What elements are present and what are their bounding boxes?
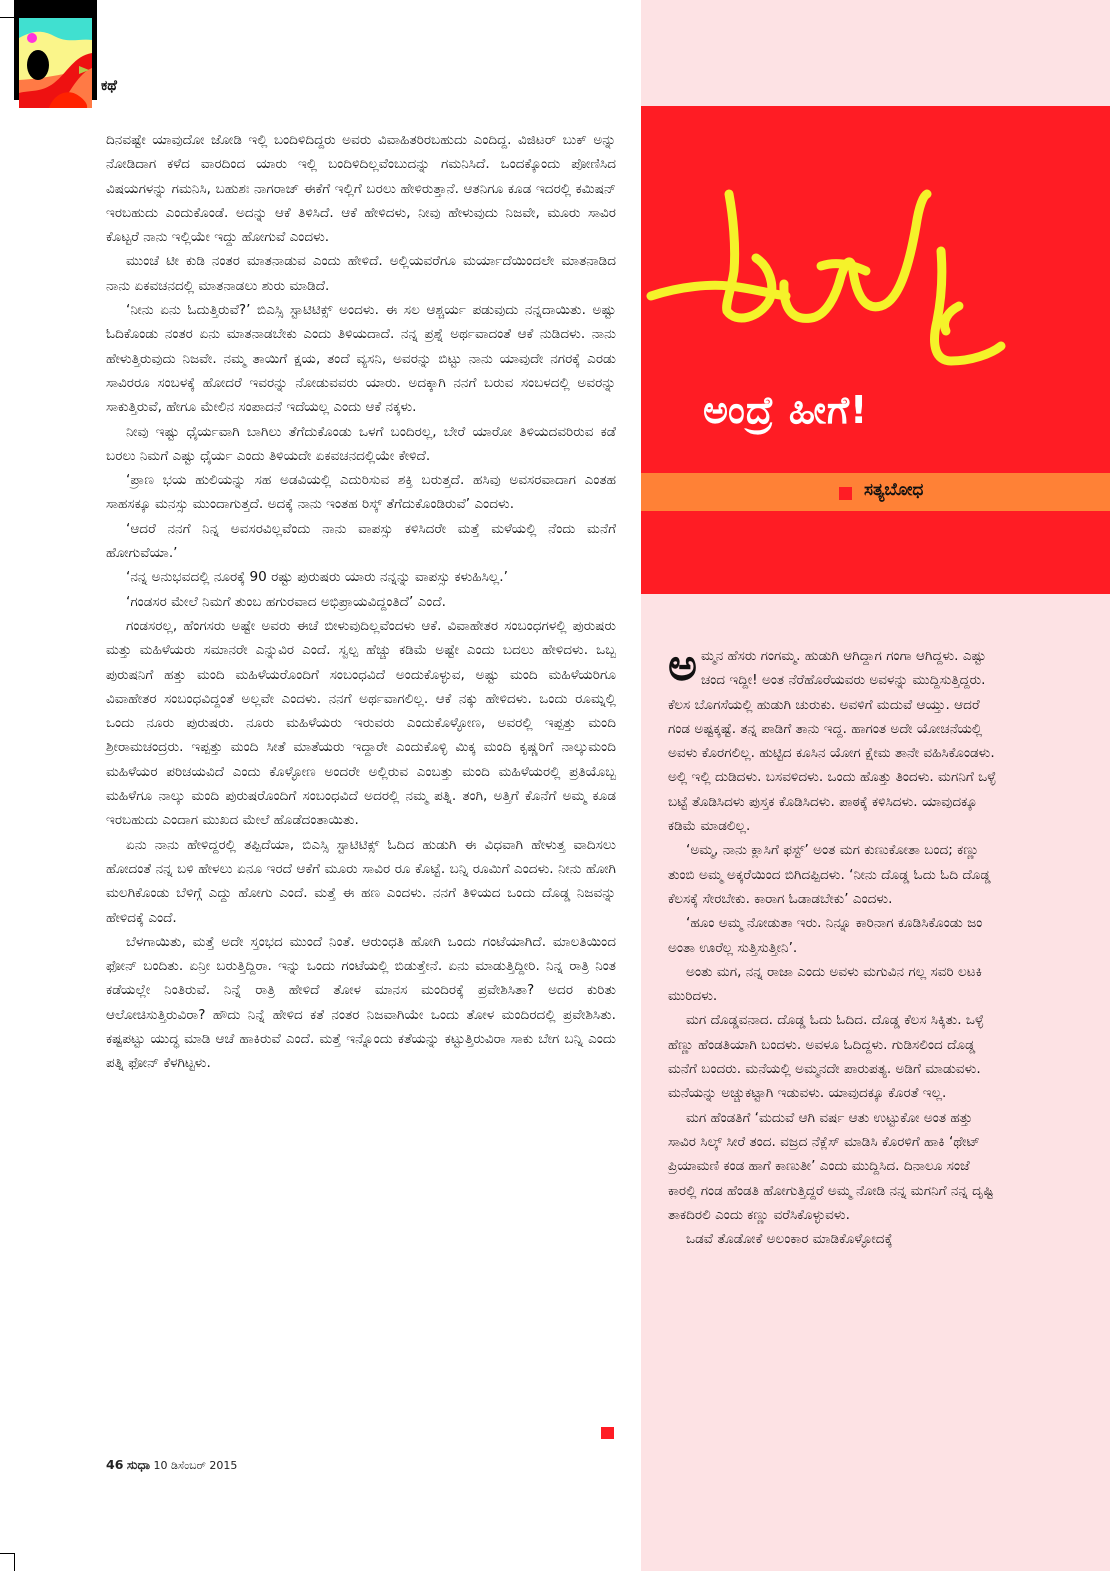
- crop-mark-bottom-vertical: [14, 1553, 15, 1571]
- crop-mark-bottom: [0, 1553, 14, 1554]
- page-number: 46: [106, 1457, 124, 1472]
- article-left-column: [106, 128, 616, 1076]
- page-footer: [106, 1457, 237, 1473]
- article-right-column: [668, 640, 998, 1251]
- byline-bar: [641, 473, 1110, 511]
- paragraph: ‘ಹೂಂ ಅಮ್ಮ ನೋಡುತಾ ಇರು. ನಿನ್ನೂ ಕಾರಿನಾಗ ಕೂಡಿಸಿಕೊಂಡು ಜಂ ಅಂತಾ ಊರೆಲ್ಲ ಸುತ್ತಿಸುತ್ತೀನಿ’.: [668, 915, 983, 956]
- section-logo-art: [19, 18, 92, 108]
- paragraph: ಬೆಳಗಾಯಿತು, ಮತ್ತೆ ಅದೇ ಸ್ತಂಭದ ಮುಂದೆ ನಿಂತೆ. ಆರುಂಧತಿ ಹೋಗಿ ಒಂದು ಗಂಟೆಯಾಗಿದೆ. ಮಾಲತಿಯಿಂದ ಫೋನ್ ಬಂದಿತು. ಏನ್ರೀ ಬರುತ್ತಿದ್ದಿರಾ. ಇನ್ನು ಒಂದು ಗಂಟೆಯಲ್ಲಿ ಬಿಡುತ್ತೇನೆ. ಏನು ಮಾಡುತ್ತಿದ್ದೀರಿ. ನಿನ್ನ ರಾತ್ರಿ ನಿಂತ ಕಡೆಯಲ್ಲೇ ನಿಂತಿರುವೆ. ನಿನ್ನೆ ರಾತ್ರಿ ಹೇಳಿದೆ ತೋಳ ಮಾನಸ ಮಂದಿರಕ್ಕೆ ಪ್ರವೇಶಿಸಿತಾ? ಅದರ ಕುರಿತು ಆಲೋಚಿಸುತ್ತಿರುವಿರಾ? ಹೌದು ನಿನ್ನೆ ಹೇಳಿದ ಕತೆ ನಂತರ ನಿಜವಾಗಿಯೇ ಒಂದು ತೋಳ ಮಂದಿರದಲ್ಲಿ ಪ್ರವೇಶಿಸಿತು. ಕಷ್ಟಪಟ್ಟು ಯುದ್ಧ ಮಾಡಿ ಆಚೆ ಹಾಕಿರುವೆ ಎಂದೆ. ಮತ್ತೆ ಇನ್ನೊಂದು ಕತೆಯನ್ನು ಕಟ್ಟುತ್ತಿರುವಿರಾ ಸಾಕು ಬೇಗ ಬನ್ನಿ ಎಂದು ಪತ್ನಿ ಫೋನ್ ಕೆಳಗಿಟ್ಟಳು.: [106, 933, 616, 1072]
- magazine-name: ಸುಧಾ: [126, 1457, 151, 1472]
- byline-bullet-icon: [839, 487, 852, 500]
- author-name: ಸತ್ಯಬೋಧ: [864, 480, 924, 500]
- paragraph-text: ಮ್ಮನ ಹೆಸರು ಗಂಗಮ್ಮ. ಹುಡುಗಿ ಆಗಿದ್ದಾಗ ಗಂಗಾ ಆಗಿದ್ದಳು. ಎಷ್ಟು ಚಂದ ಇದ್ದೀ! ಅಂತ ನೆರೆಹೊರೆಯವರು ಅವಳನ್ನು ಮುದ್ದಿಸುತ್ತಿದ್ದರು. ಕೆಲಸ ಬೊಗಸೆಯಲ್ಲಿ ಹುಡುಗಿ ಚುರುಕು. ಅವಳಿಗೆ ಮದುವೆ ಆಯ್ತು. ಆದರೆ ಗಂಡ ಅಷ್ಟಕ್ಕಷ್ಟೆ. ತನ್ನ ಪಾಡಿಗೆ ತಾನು ಇದ್ದ. ಹಾಗಂತ ಅದೇ ಯೋಚನೆಯಲ್ಲಿ ಅವಳು ಕೊರಗಲಿಲ್ಲ. ಹುಟ್ಟಿದ ಕೂಸಿನ ಯೋಗ ಕ್ಷೇಮ ತಾನೇ ವಹಿಸಿಕೊಂಡಳು. ಅಲ್ಲಿ ಇಲ್ಲಿ ದುಡಿದಳು. ಬಸವಳಿದಳು. ಒಂದು ಹೊತ್ತು ತಿಂದಳು. ಮಗನಿಗೆ ಒಳ್ಳೆ ಬಟ್ಟೆ ತೊಡಿಸಿದಳು ಪುಸ್ತಕ ಕೊಡಿಸಿದಳು. ಪಾಠಕ್ಕೆ ಕಳಿಸಿದಳು. ಯಾವುದಕ್ಕೂ ಕಡಿಮೆ ಮಾಡಲಿಲ್ಲ.: [668, 648, 997, 835]
- paragraph: ಮಗ ದೊಡ್ಡವನಾದ. ದೊಡ್ಡ ಓದು ಓದಿದ. ದೊಡ್ಡ ಕೆಲಸ ಸಿಕ್ಕಿತು. ಒಳ್ಳೆ ಹೆಣ್ಣು ಹೆಂಡತಿಯಾಗಿ ಬಂದಳು. ಅವಳೂ ಓದಿದ್ದಳು. ಗುಡಿಸಲಿಂದ ದೊಡ್ಡ ಮನೆಗೆ ಬಂದರು. ಮನೆಯಲ್ಲಿ ಅಮ್ಮನದೇ ಪಾರುಪತ್ಯ. ಅಡಿಗೆ ಮಾಡುವಳು. ಮನೆಯನ್ನು ಅಚ್ಚುಕಟ್ಟಾಗಿ ಇಡುವಳು. ಯಾವುದಕ್ಕೂ ಕೊರತೆ ಇಲ್ಲ.: [668, 1012, 984, 1102]
- paragraph: ‘ನನ್ನ ಅನುಭವದಲ್ಲಿ ನೂರಕ್ಕೆ 90 ರಷ್ಟು ಪುರುಷರು ಯಾರು ನನ್ನನ್ನು ವಾಪಸ್ಸು ಕಳುಹಿಸಿಲ್ಲ.’: [126, 569, 508, 586]
- paragraph: ‘ಪ್ರಾಣ ಭಯ ಹುಲಿಯನ್ನು ಸಹ ಅಡವಿಯಲ್ಲಿ ಎದುರಿಸುವ ಶಕ್ತಿ ಬರುತ್ತದೆ. ಹಸಿವು ಅವಸರವಾದಾಗ ಎಂತಹ ಸಾಹಸಕ್ಕೂ ಮನಸ್ಸು ಮುಂದಾಗುತ್ತದೆ. ಅದಕ್ಕೆ ನಾನು ಇಂತಹ ರಿಸ್ಕ್ ತೆಗೆದುಕೊಂಡಿರುವೆ’ ಎಂದಳು.: [106, 472, 616, 513]
- section-label: ಕಥೆ: [101, 78, 117, 94]
- paragraph: ಏನು ನಾನು ಹೇಳಿದ್ದರಲ್ಲಿ ತಪ್ಪಿದೆಯಾ, ಬಿಎಸ್ಸಿ ಸ್ಟಾಟಿಟಿಕ್ಸ್ ಓದಿದ ಹುಡುಗಿ ಈ ವಿಧವಾಗಿ ಹೇಳುತ್ತ ವಾದಿಸಲು ಹೋದಂತೆ ನನ್ನ ಬಳಿ ಹೇಳಲು ಏನೂ ಇರದೆ ಆಕೆಗೆ ಮೂರು ಸಾವಿರ ರೂ ಕೊಟ್ಟೆ. ಬನ್ನಿ ರೂಮಿಗೆ ಎಂದಳು. ನೀನು ಹೋಗಿ ಮಲಗಿಕೊಂಡು ಬೆಳಿಗ್ಗೆ ಎದ್ದು ಹೋಗು ಎಂದೆ. ಮತ್ತೆ ಈ ಹಣ ಎಂದಳು. ನನಗೆ ತಿಳಿಯದ ಒಂದು ದೊಡ್ಡ ನಿಜವನ್ನು ಹೇಳಿದಕ್ಕೆ ಎಂದೆ.: [106, 836, 616, 926]
- story-end-mark: [601, 1427, 614, 1439]
- paragraph: ‘ಆದರೆ ನನಗೆ ನಿನ್ನ ಅವಸರವಿಲ್ಲವೆಂದು ನಾನು ವಾಪಸ್ಸು ಕಳಿಸಿದರೇ ಮತ್ತೆ ಮಳೆಯಲ್ಲಿ ನೆಂದು ಮನೆಗೆ ಹೋಗುವೆಯಾ.’: [106, 520, 616, 562]
- title-calligraphy: [641, 106, 1110, 396]
- paragraph: ‘ನೀನು ಏನು ಓದುತ್ತಿರುವೆ?’ ಬಿಎಸ್ಸಿ ಸ್ಟಾಟಿಟಿಕ್ಸ್ ಅಂದಳು. ಈ ಸಲ ಆಶ್ಚರ್ಯ ಪಡುವುದು ನನ್ನದಾಯಿತು. ಅಷ್ಟು ಓದಿಕೊಂಡು ನಂತರ ಏನು ಮಾತನಾಡಬೇಕು ಎಂದು ತಿಳಿಯದಾದೆ. ನನ್ನ ಪ್ರಶ್ನೆ ಅರ್ಥವಾದಂತೆ ಆಕೆ ನುಡಿದಳು. ನಾನು ಹೇಳುತ್ತಿರುವುದು ನಿಜವೇ. ನಮ್ಮ ತಾಯಿಗೆ ಕ್ಷಯ, ತಂದೆ ವ್ಯಸನಿ, ಅವರನ್ನು ಬಿಟ್ಟು ನಾನು ಯಾವುದೇ ನಗರಕ್ಕೆ ಎರಡು ಸಾವಿರರೂ ಸಂಬಳಕ್ಕೆ ಹೋದರೆ ಇವರನ್ನು ನೋಡುವವರು ಯಾರು. ಅದಕ್ಕಾಗಿ ನನಗೆ ಬರುವ ಸಂಬಳದಲ್ಲಿ ಅವರನ್ನು ಸಾಕುತ್ತಿರುವೆ, ಹೇಗೂ ಮೇಲಿನ ಸಂಪಾದನೆ ಇದೆಯಲ್ಲ ಎಂದು ಆಕೆ ನಕ್ಕಳು.: [106, 302, 616, 416]
- paragraph: ಒಡವೆ ತೊಡೋಕೆ ಅಲಂಕಾರ ಮಾಡಿಕೊಳ್ಳೋದಕ್ಕೆ: [686, 1231, 893, 1248]
- paragraph: ‘ಗಂಡಸರ ಮೇಲೆ ನಿಮಗೆ ತುಂಬ ಹಗುರವಾದ ಅಭಿಪ್ರಾಯವಿದ್ದಂತಿದೆ’ ಎಂದೆ.: [126, 593, 446, 610]
- drop-cap: ಅ: [668, 640, 697, 691]
- paragraph: ದಿನವಷ್ಟೇ ಯಾವುದೋ ಜೋಡಿ ಇಲ್ಲಿ ಬಂದಿಳಿದಿದ್ದರು ಅವರು ವಿವಾಹಿತರಿರಬಹುದು ಎಂದಿದ್ದ. ವಿಜಿಟರ್ ಬುಕ್ ಅನ್ನು ನೋಡಿದಾಗ ಕಳೆದ ವಾರದಿಂದ ಯಾರು ಇಲ್ಲಿ ಬಂದಿಳಿದಿಲ್ಲವೆಂಬುದನ್ನು ಗಮನಿಸಿದೆ. ಒಂದಕ್ಕೊಂದು ಪೋಣಿಸಿದ ವಿಷಯಗಳನ್ನು ಗಮನಿಸಿ, ಬಹುಶಃ ನಾಗರಾಜ್ ಈಕೆಗೆ ಇಲ್ಲಿಗೆ ಬರಲು ಹೇಳಿರುತ್ತಾನೆ. ಆತನಿಗೂ ಕೂಡ ಇದರಲ್ಲಿ ಕಮಿಷನ್ ಇರಬಹುದು ಎಂದುಕೊಂಡೆ. ಅದನ್ನು ಆಕೆ ತಿಳಿಸಿದೆ. ಆಕೆ ಹೇಳಿದಳು, ನೀವು ಹೇಳುವುದು ನಿಜವೇ, ಮೂರು ಸಾವಿರ ಕೊಟ್ಟರೆ ನಾನು ಇಲ್ಲಿಯೇ ಇದ್ದು ಹೋಗುವೆ ಎಂದಳು.: [106, 132, 616, 246]
- issue-date: 10 ಡಿಸೆಂಬರ್ 2015: [153, 1459, 238, 1472]
- paragraph: [668, 640, 998, 838]
- paragraph: ಗಂಡಸರಲ್ಲ, ಹೆಂಗಸರು ಅಷ್ಟೇ ಅವರು ಈಚೆ ಬೀಳುವುದಿಲ್ಲವೆಂದಳು ಆಕೆ. ವಿವಾಹೇತರ ಸಂಬಂಧಗಳಲ್ಲಿ ಪುರುಷರು ಮತ್ತು ಮಹಿಳೆಯರು ಸಮಾನರೇ ಎನ್ನುವಿರ ಎಂದೆ. ಸ್ವಲ್ಪ ಹೆಚ್ಚು ಕಡಿಮೆ ಅಷ್ಟೇ ಎಂದು ಬದಲು ಹೇಳಿದಳು. ಒಬ್ಬ ಪುರುಷನಿಗೆ ಹತ್ತು ಮಂದಿ ಮಹಿಳೆಯರೊಂದಿಗೆ ಸಂಬಂಧವಿದೆ ಅಂದುಕೊಳ್ಳುವ, ಅಷ್ಟು ಮಂದಿ ಮಹಿಳೆಯರಿಗೂ ವಿವಾಹೇತರ ಸಂಬಂಧವಿದ್ದಂತೆ ಅಲ್ಲವೇ ಎಂದಳು. ನನಗೆ ಅರ್ಥವಾಗಲಿಲ್ಲ. ಆಕೆ ನಕ್ಕು ಹೇಳಿದಳು. ಒಂದು ರೂಮ್ನಲ್ಲಿ ಒಂದು ನೂರು ಪುರುಷರು. ನೂರು ಮಹಿಳೆಯರು ಇರುವರು ಎಂದುಕೊಳ್ಳೋಣ, ಅವರಲ್ಲಿ ಇಪ್ಪತ್ತು ಮಂದಿ ಶ್ರೀರಾಮಚಂದ್ರರು. ಇಪ್ಪತ್ತು ಮಂದಿ ಸೀತೆ ಮಾತೆಯರು ಇದ್ದಾರೇ ಎಂದುಕೊಳ್ಳಿ ಮಿಕ್ಕ ಮಂದಿ ಕೃಷ್ಣರಿಗೆ ನಾಲ್ಕುಮಂದಿ ಮಹಿಳೆಯರ ಪರಿಚಯವಿದೆ ಎಂದು ಕೊಳ್ಳೋಣ ಅಂದರೇ ಅಲ್ಲಿರುವ ಎಂಬತ್ತು ಮಂದಿ ಮಹಿಳೆಯರಲ್ಲಿ ಪ್ರತಿಯೊಬ್ಬ ಮಹಿಳೆಗೂ ನಾಲ್ಕು ಮಂದಿ ಪುರುಷರೊಂದಿಗೆ ಸಂಬಂಧವಿದೆ ಅದರಲ್ಲಿ ನಮ್ಮ ಪತ್ನಿ. ತಂಗಿ, ಅತ್ತಿಗೆ ಕೊನೆಗೆ ಅಮ್ಮ ಕೂಡ ಇರಬಹುದು ಎಂದಾಗ ಮುಖದ ಮೇಲೆ ಹೊಡೆದಂತಾಯಿತು.: [106, 617, 616, 829]
- paragraph: ಮಗ ಹೆಂಡತಿಗೆ ‘ಮದುವೆ ಆಗಿ ವರ್ಷ ಆತು ಉಟ್ಟುಕೋ ಅಂತ ಹತ್ತು ಸಾವಿರ ಸಿಲ್ಕ್ ಸೀರೆ ತಂದ. ವಜ್ರದ ನೆಕ್ಲೆಸ್ ಮಾಡಿಸಿ ಕೊರಳಿಗೆ ಹಾಕಿ ‘ಥೇಟ್ ಪ್ರಿಯಾಮಣಿ ಕಂಡ ಹಾಗೆ ಕಾಣುತೀ’ ಎಂದು ಮುದ್ದಿಸಿದ. ದಿನಾಲೂ ಸಂಜೆ ಕಾರಲ್ಲಿ ಗಂಡ ಹೆಂಡತಿ ಹೋಗುತ್ತಿದ್ದರೆ ಅಮ್ಮ ನೋಡಿ ನನ್ನ ಮಗನಿಗೆ ನನ್ನ ದೃಷ್ಟಿ ತಾಕದಿರಲಿ ಎಂದು ಕಣ್ಣು ವರೆಸಿಕೊಳ್ಳುವಳು.: [668, 1109, 994, 1223]
- paragraph: ಅಂತು ಮಗ, ನನ್ನ ರಾಜಾ ಎಂದು ಅವಳು ಮಗುವಿನ ಗಲ್ಲ ಸವರಿ ಲಟಕಿ ಮುರಿದಳು.: [668, 963, 982, 1005]
- title-subtitle: ಅಂದ್ರೆ ಹೀಗೆ!: [703, 388, 869, 432]
- paragraph: ಮುಂಚೆ ಟೀ ಕುಡಿ ನಂತರ ಮಾತನಾಡುವ ಎಂದು ಹೇಳಿದೆ. ಅಲ್ಲಿಯವರೆಗೂ ಮರ್ಯಾದೆಯಿಂದಲೇ ಮಾತನಾಡಿದ ನಾನು ಏಕವಚನದಲ್ಲಿ ಮಾತನಾಡಲು ಶುರು ಮಾಡಿದೆ.: [106, 253, 616, 294]
- paragraph: ‘ಅಮ್ಮ, ನಾನು ಕ್ಲಾಸಿಗೆ ಫಸ್ಟ್’ ಅಂತ ಮಗ ಕುಣುಕೋತಾ ಬಂದ; ಕಣ್ಣು ತುಂಬಿ ಅಮ್ಮ ಅಕ್ಕರೆಯಿಂದ ಬಿಗಿದಪ್ಪಿದಳು. ‘ನೀನು ದೊಡ್ಡ ಓದು ಓದಿ ದೊಡ್ಡ ಕೆಲಸಕ್ಕೆ ಸೇರಬೇಕು. ಕಾರಾಗ ಓಡಾಡಬೇಕು’ ಎಂದಳು.: [668, 842, 991, 907]
- title-banner: [641, 106, 1110, 594]
- paragraph: ನೀವು ಇಷ್ಟು ಧೈರ್ಯವಾಗಿ ಬಾಗಿಲು ತೆಗೆದುಕೊಂಡು ಒಳಗೆ ಬಂದಿರಲ್ಲ, ಬೇರೆ ಯಾರೋ ತಿಳಿಯದವರಿರುವ ಕಡೆ ಬರಲು ನಿಮಗೆ ಎಷ್ಟು ಧೈರ್ಯ ಎಂದು ತಿಳಿಯದೇ ಏಕವಚನದಲ್ಲಿಯೇ ಕೇಳಿದೆ.: [106, 423, 616, 464]
